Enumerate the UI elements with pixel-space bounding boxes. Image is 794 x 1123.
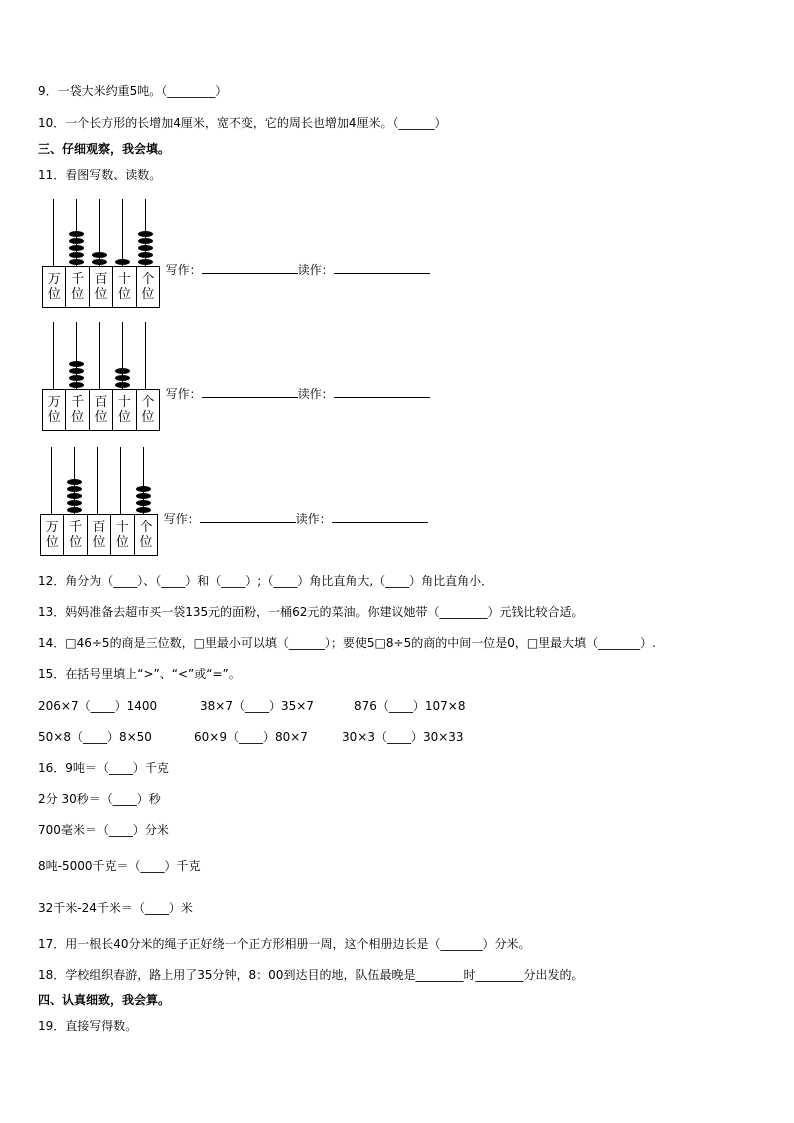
abacus-bead: [69, 231, 84, 237]
abacus-bead: [69, 368, 84, 374]
abacus-bead: [115, 382, 130, 388]
read-blank[interactable]: [332, 510, 428, 523]
q15-item: 50×8（____）8×50: [38, 730, 152, 744]
place-label: 十位: [111, 515, 134, 555]
place-label: 千位: [66, 390, 89, 430]
section-4-heading: 四、认真细致，我会算。: [38, 993, 171, 1007]
abacus-bead: [69, 245, 84, 251]
place-label: 百位: [90, 267, 113, 307]
abacus-rod: [99, 322, 100, 390]
q16-part-d: 8吨-5000千克＝（____）千克: [38, 859, 201, 873]
abacus-rods: [42, 199, 160, 267]
abacus-rods: [42, 322, 160, 390]
place-label: 千位: [66, 267, 89, 307]
place-label: 十位: [113, 267, 136, 307]
abacus-rod: [53, 322, 54, 390]
q11: 11．看图写数、读数。: [38, 168, 162, 182]
write-blank[interactable]: [200, 510, 296, 523]
abacus-rod: [122, 199, 123, 267]
place-label: 百位: [90, 390, 113, 430]
abacus-rod: [97, 447, 98, 515]
q9: 9．一袋大米约重5吨。（________）: [38, 84, 228, 98]
q16: 16．9吨＝（____）千克: [38, 761, 169, 775]
section-3-heading: 三、仔细观察，我会填。: [38, 142, 171, 156]
abacus-bead: [67, 486, 82, 492]
q15-item: 38×7（____）35×7: [200, 699, 314, 713]
abacus-1: [42, 199, 160, 311]
abacus-rod: [120, 447, 121, 515]
abacus-rod: [51, 447, 52, 515]
abacus-bead: [69, 238, 84, 244]
read-label: 读作：: [297, 263, 334, 277]
abacus-3: [40, 447, 158, 559]
place-label: 千位: [64, 515, 87, 555]
abacus-bead: [92, 252, 107, 258]
abacus-bead: [115, 375, 130, 381]
abacus-rod: [145, 322, 146, 390]
abacus-bead: [138, 238, 153, 244]
abacus-bead: [69, 259, 84, 265]
abacus-bead: [138, 245, 153, 251]
abacus-bead: [69, 361, 84, 367]
write-blank[interactable]: [202, 385, 298, 398]
abacus-bead: [138, 252, 153, 258]
abacus-bead: [136, 507, 151, 513]
place-label: 万位: [43, 267, 66, 307]
abacus-3-answer: [156, 494, 428, 527]
place-label: 百位: [88, 515, 111, 555]
q12: 12．角分为（____）、（____）和（____）;（____）角比直角大,（____）角比直角小．: [38, 574, 494, 588]
read-blank[interactable]: [334, 261, 430, 274]
abacus-place-labels: [40, 514, 158, 556]
abacus-rods: [40, 447, 158, 515]
q18: 18．学校组织春游，路上用了35分钟，8：00到达目的地，队伍最晚是________时________分出发的。: [38, 968, 584, 982]
q10: 10．一个长方形的长增加4厘米，宽不变，它的周长也增加4厘米。（______）: [38, 116, 447, 130]
abacus-bead: [69, 252, 84, 258]
read-label: 读作：: [297, 387, 334, 401]
q16-part-c: 700毫米＝（____）分米: [38, 823, 169, 837]
abacus-bead: [136, 493, 151, 499]
place-label: 个位: [139, 520, 153, 550]
abacus-bead: [115, 368, 130, 374]
abacus-rod: [53, 199, 54, 267]
abacus-bead: [136, 500, 151, 506]
q15-item: 60×9（____）80×7: [194, 730, 308, 744]
abacus-bead: [67, 479, 82, 485]
abacus-bead: [136, 486, 151, 492]
abacus-bead: [67, 493, 82, 499]
abacus-place-labels: [42, 389, 160, 431]
read-blank[interactable]: [334, 385, 430, 398]
write-blank[interactable]: [202, 261, 298, 274]
abacus-bead: [115, 259, 130, 265]
abacus-1-answer: [158, 245, 430, 278]
abacus-2-answer: [158, 369, 430, 402]
q16-part-b: 2分 30秒＝（____）秒: [38, 792, 161, 806]
abacus-bead: [67, 500, 82, 506]
abacus-bead: [67, 507, 82, 513]
write-label: 写作：: [165, 387, 202, 401]
q19: 19．直接写得数。: [38, 1019, 138, 1033]
q14: 14．□46÷5的商是三位数，□里最小可以填（______）；要使5□8÷5的商的中间一位是0，□里最大填（_______）.: [38, 636, 656, 650]
abacus-bead: [138, 231, 153, 237]
place-label: 万位: [43, 390, 66, 430]
q15-item: 30×3（____）30×33: [342, 730, 464, 744]
abacus-bead: [92, 259, 107, 265]
read-label: 读作：: [295, 512, 332, 526]
write-label: 写作：: [165, 263, 202, 277]
q15-item: 206×7（____）1400: [38, 699, 158, 713]
abacus-2: [42, 322, 160, 434]
place-label: 个位: [141, 395, 155, 425]
abacus-bead: [69, 375, 84, 381]
q15: 15．在括号里填上“>”、“<”或“=”。: [38, 667, 241, 681]
place-label: 十位: [113, 390, 136, 430]
place-label: 个位: [141, 272, 155, 302]
place-label: 万位: [41, 515, 64, 555]
q16-part-e: 32千米-24千米＝（____）米: [38, 901, 193, 915]
abacus-place-labels: [42, 266, 160, 308]
q15-item: 876（____）107×8: [354, 699, 466, 713]
q17: 17．用一根长40分米的绳子正好绕一个正方形相册一周，这个相册边长是（_______）分米。: [38, 937, 531, 951]
write-label: 写作：: [163, 512, 200, 526]
abacus-bead: [69, 382, 84, 388]
abacus-bead: [138, 259, 153, 265]
q13: 13．妈妈准备去超市买一袋135元的面粉，一桶62元的菜油。你建议她带（________）元钱比较合适。: [38, 605, 584, 619]
